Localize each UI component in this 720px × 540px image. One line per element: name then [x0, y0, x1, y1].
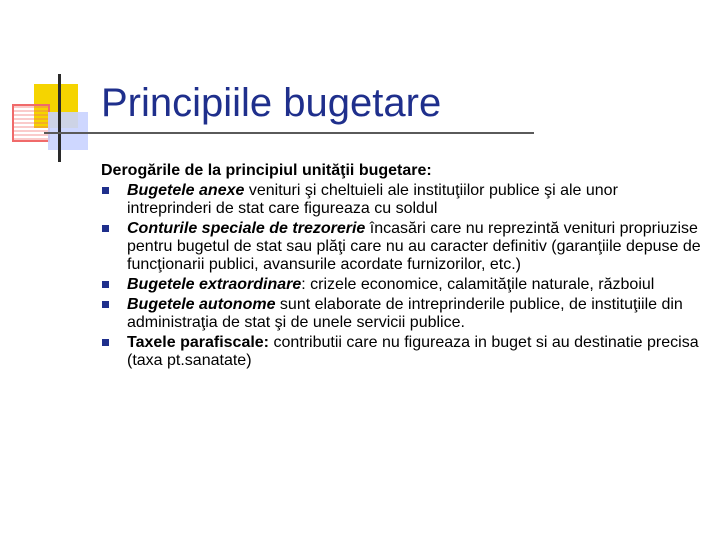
- list-item: [101, 276, 701, 294]
- item-term: Bugetele autonome: [127, 296, 276, 313]
- list-item: [101, 296, 701, 332]
- item-term: Bugetele anexe: [127, 182, 245, 199]
- square-bullet-icon: [102, 187, 109, 194]
- item-text: : crizele economice, calamităţile naturale, războiul: [301, 276, 655, 293]
- title-underline: [44, 132, 534, 134]
- item-text: sunt elaborate de intreprinderile publice, de instituţiile din administraţia de stat şi de unele servicii publice.: [127, 296, 683, 331]
- decor-vertical-line: [58, 74, 61, 162]
- item-text: încasări care nu reprezintă venituri propriuzise pentru bugetul de stat sau plăţi care nu au caracter definitiv (garanţiile depuse de funcţionarii publici, avansurile acordate furnizorilor, etc.): [127, 220, 701, 273]
- item-text: venituri şi cheltuieli ale instituţiilor publice şi ale unor intreprinderi de stat care figureaza cu soldul: [127, 182, 618, 217]
- slide-body: [101, 162, 701, 372]
- slide-title: Principiile bugetare: [101, 81, 442, 125]
- item-term: Conturile speciale de trezorerie: [127, 220, 366, 237]
- item-text: contributii care nu figureaza in buget si au destinatie precisa (taxa pt.sanatate): [127, 334, 699, 369]
- bullet-list: [101, 182, 701, 370]
- square-bullet-icon: [102, 339, 109, 346]
- decor-blue-square: [48, 112, 88, 150]
- item-term: Bugetele extraordinare: [127, 276, 302, 293]
- square-bullet-icon: [102, 281, 109, 288]
- intro-text: Derogările de la principiul unităţii bugetare:: [101, 162, 432, 179]
- square-bullet-icon: [102, 301, 109, 308]
- list-item: [101, 220, 701, 274]
- list-item: [101, 334, 701, 370]
- square-bullet-icon: [102, 225, 109, 232]
- list-item: [101, 182, 701, 218]
- decor-red-square: [12, 104, 50, 142]
- item-term: Taxele parafiscale:: [127, 334, 270, 351]
